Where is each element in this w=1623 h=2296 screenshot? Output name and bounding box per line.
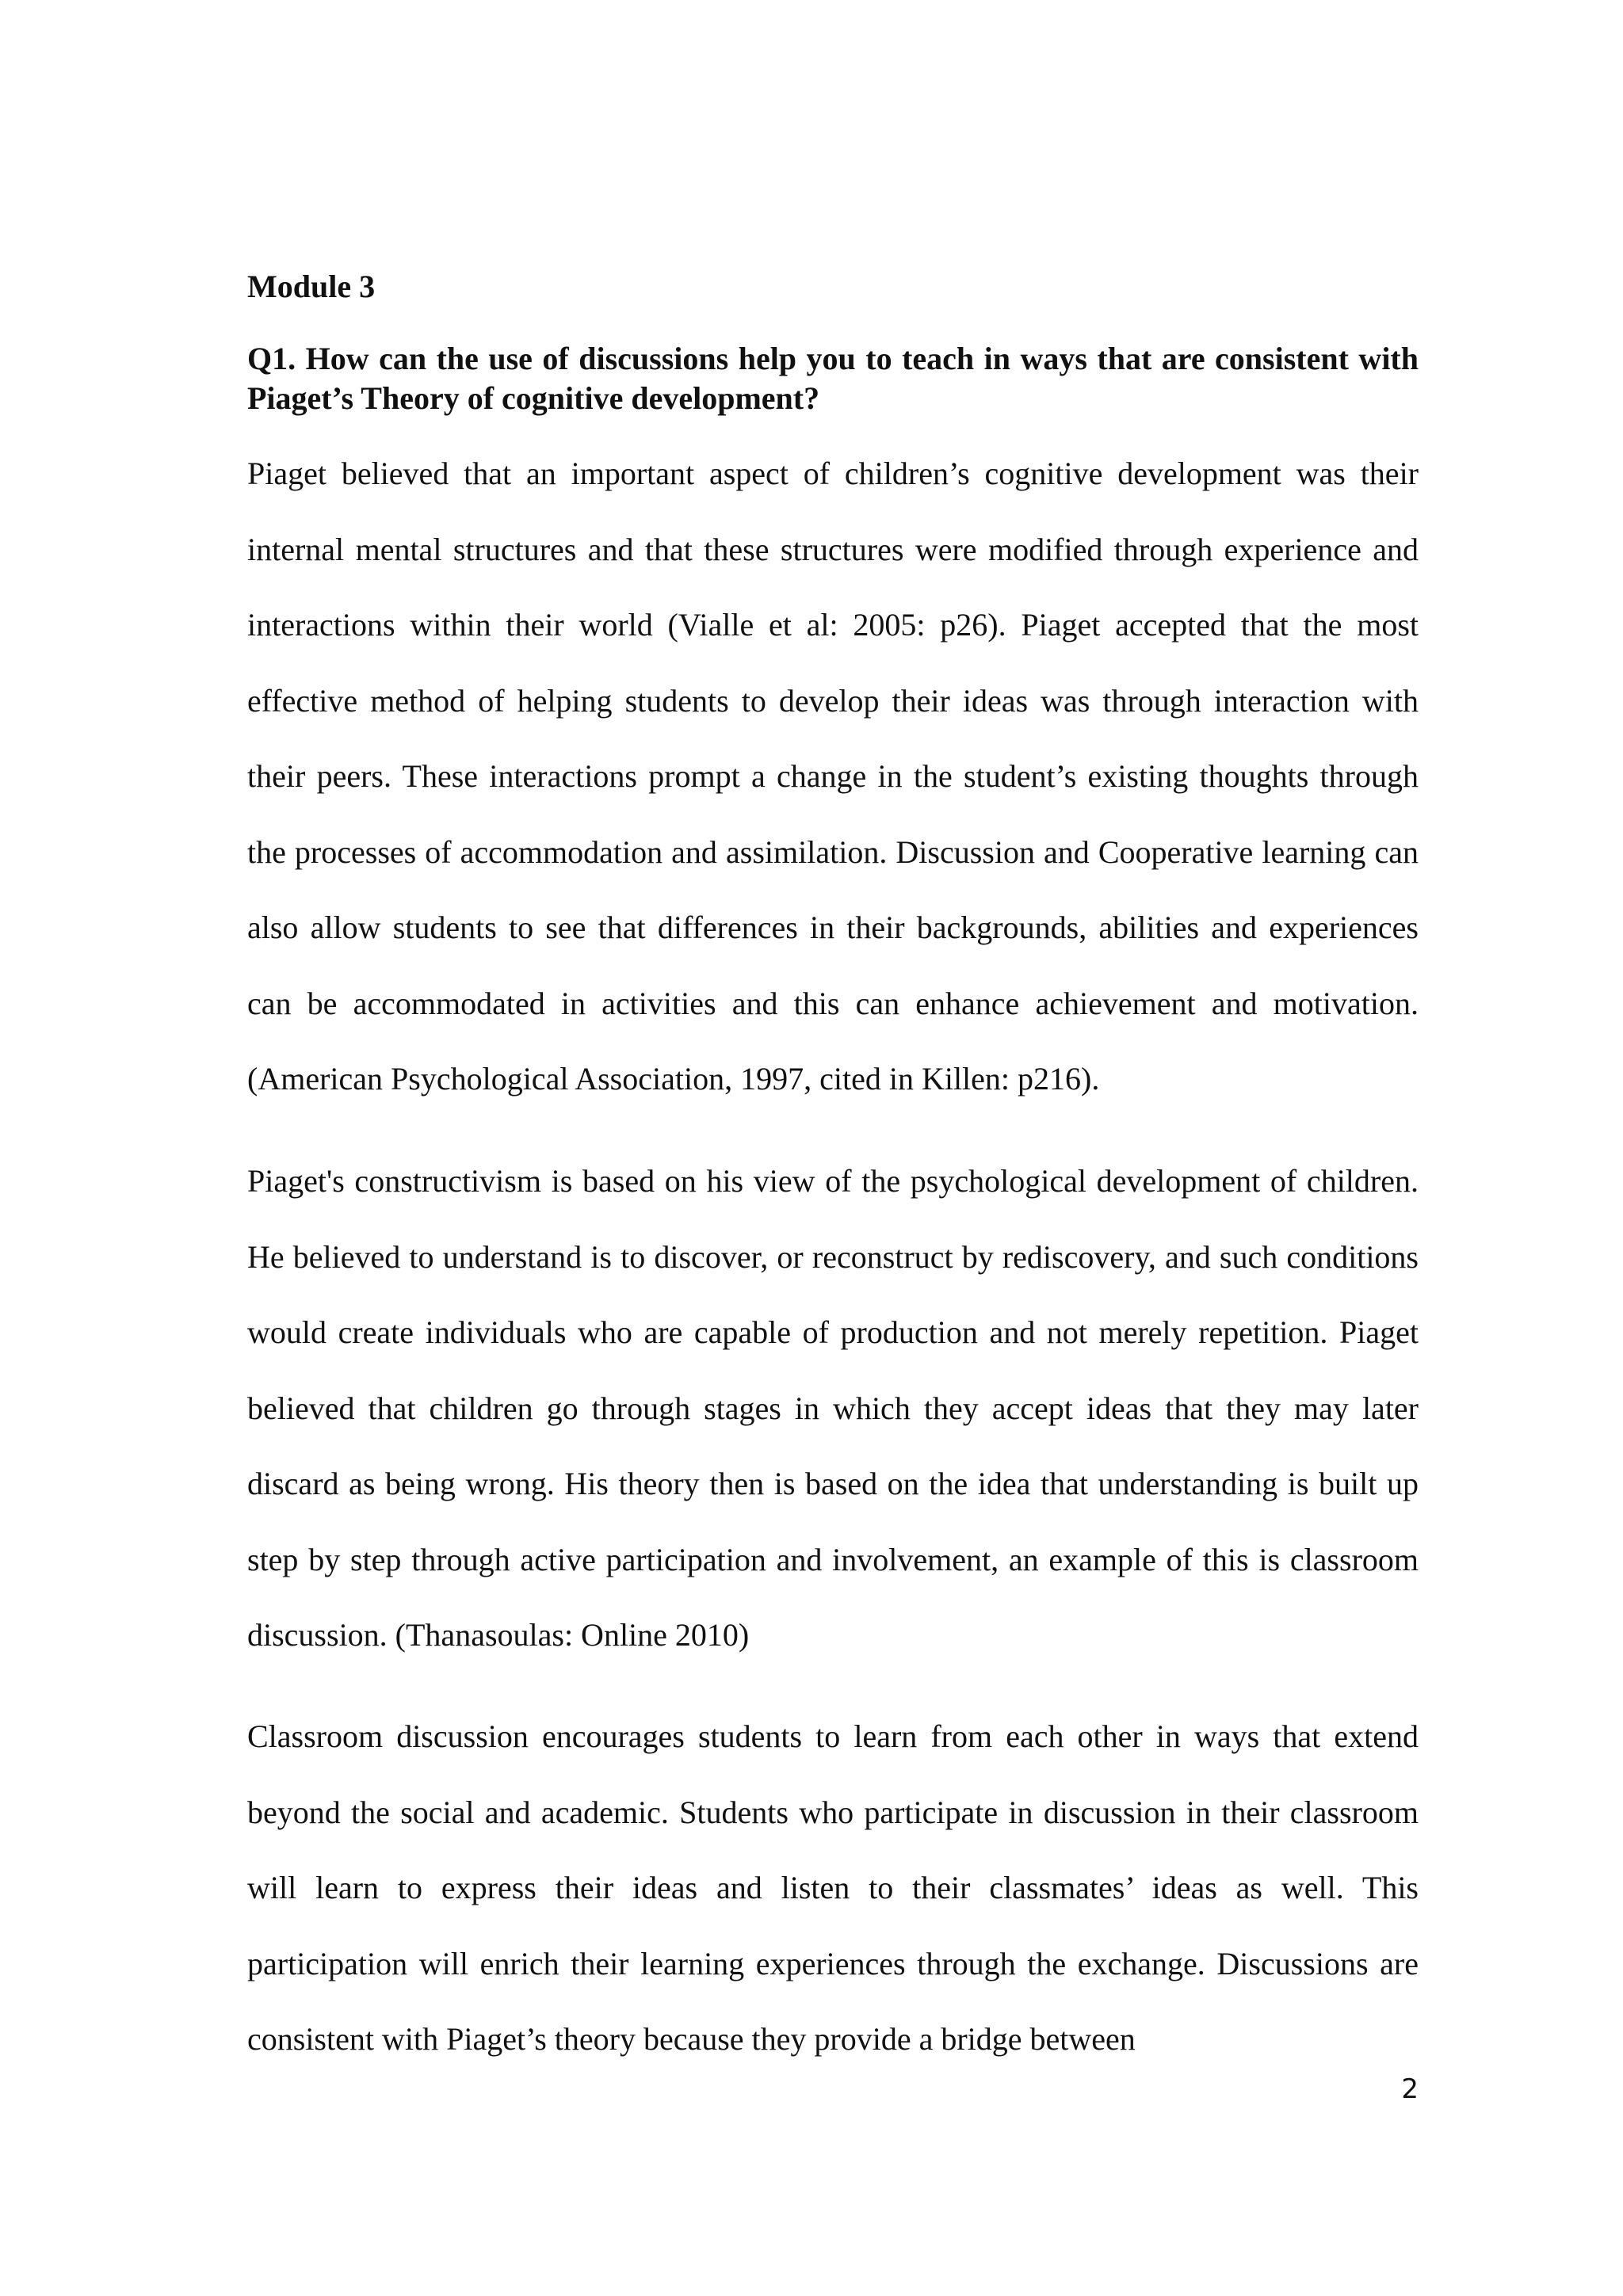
paragraph-2: Piaget's constructivism is based on his view of the psychological development of children. He believed to understand is to discover, or reconstruct by rediscovery, and such conditions would create individuals who are capable of production and not merely repetition. Piaget believed that children go through stages in which they accept ideas that they may later discard as being wrong. His theory then is based on the idea that understanding is built up step by step through active participation and involvement, an example of this is classroom discussion. (Thanasoulas: Online 2010) [247, 1163, 1419, 1653]
paragraph-3: Classroom discussion encourages students to learn from each other in ways that extend beyond the social and academic. Students who participate in discussion in their classroom will learn to express their ideas and listen to their classmates’ ideas as well. This participation will enrich their learning experiences through the exchange. Discussions are consistent with Piaget’s theory because they provide a bridge between [247, 1718, 1419, 2057]
document-page [247, 0, 1419, 2296]
paragraph-1: Piaget believed that an important aspect of children’s cognitive development was their internal mental structures and that these structures were modified through experience and interactions within their world (Vialle et al: 2005: p26). Piaget accepted that the most effective method of helping students to develop their ideas was through interaction with their peers. These interactions prompt a change in the student’s existing thoughts through the processes of accommodation and assimilation. Discussion and Cooperative learning can also allow students to see that differences in their backgrounds, abilities and experiences can be accommodated in activities and this can enhance achievement and motivation. (American Psychological Association, 1997, cited in Killen: p216). [247, 456, 1419, 1097]
page-number: 2 [1401, 2073, 1419, 2105]
module-heading: Module 3 [247, 269, 376, 304]
question-heading: Q1. How can the use of discussions help you to teach in ways that are consistent with Piaget’s Theory of cognitive development? [247, 341, 1419, 416]
